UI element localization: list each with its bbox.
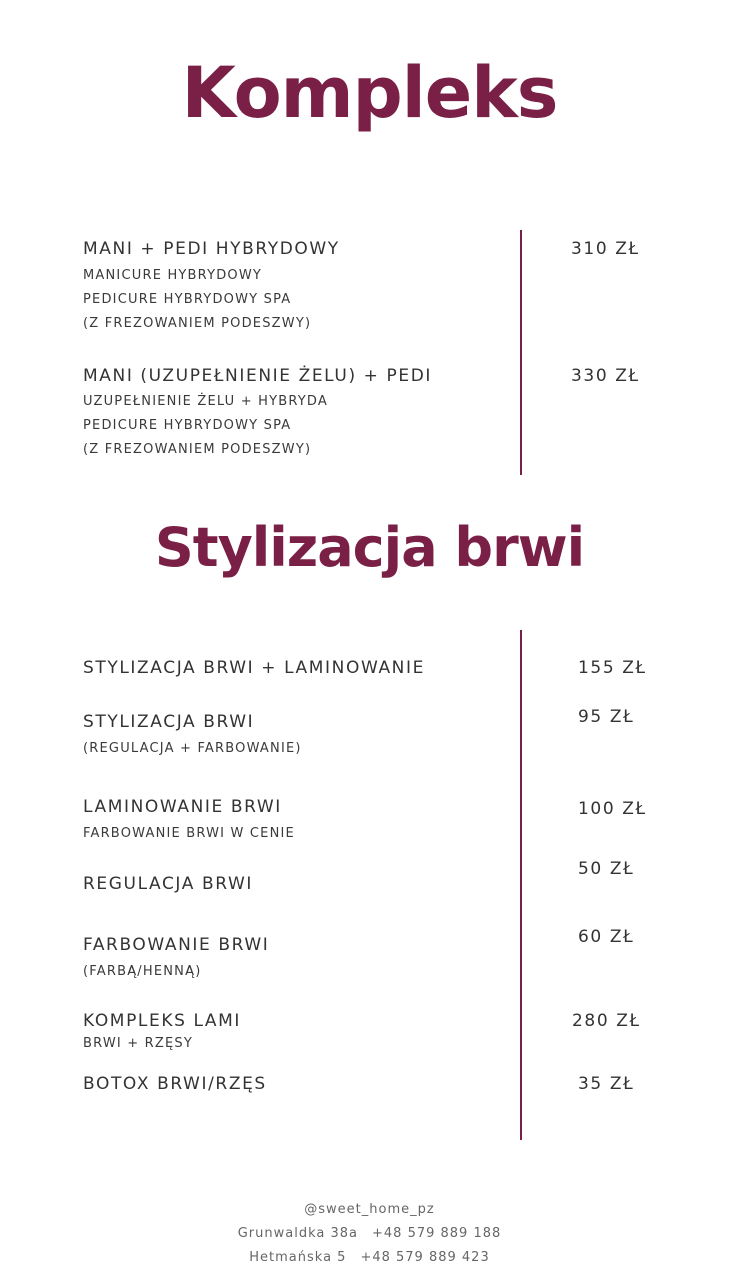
service-name: KOMPLEKS LAMI bbox=[83, 1011, 242, 1031]
section-title-kompleks: Kompleks bbox=[181, 52, 558, 134]
service-name: BOTOX BRWI/RZĘS bbox=[83, 1074, 267, 1094]
service-name: MANI (UZUPEŁNIENIE ŻELU) + PEDI bbox=[83, 366, 433, 386]
service-detail: MANICURE HYBRYDOWY bbox=[83, 268, 263, 283]
service-price: 280 ZŁ bbox=[572, 1011, 641, 1031]
divider-line bbox=[520, 630, 522, 1140]
service-detail: BRWI + RZĘSY bbox=[83, 1036, 194, 1051]
service-detail: PEDICURE HYBRYDOWY SPA bbox=[83, 292, 292, 307]
service-price: 50 ZŁ bbox=[578, 859, 635, 879]
service-name: REGULACJA BRWI bbox=[83, 874, 253, 894]
section-title-brwi: Stylizacja brwi bbox=[154, 516, 585, 579]
service-name: STYLIZACJA BRWI + LAMINOWANIE bbox=[83, 658, 425, 678]
divider-line bbox=[520, 230, 522, 475]
service-price: 100 ZŁ bbox=[578, 799, 647, 819]
service-detail: FARBOWANIE BRWI W CENIE bbox=[83, 826, 295, 841]
service-detail: PEDICURE HYBRYDOWY SPA bbox=[83, 418, 292, 433]
service-price: 95 ZŁ bbox=[578, 707, 635, 727]
service-detail: (Z FREZOWANIEM PODESZWY) bbox=[83, 442, 312, 457]
service-name: MANI + PEDI HYBRYDOWY bbox=[83, 239, 340, 259]
service-name: FARBOWANIE BRWI bbox=[83, 935, 270, 955]
service-name: STYLIZACJA BRWI bbox=[83, 712, 255, 732]
service-detail: UZUPEŁNIENIE ŻELU + HYBRYDA bbox=[83, 394, 328, 409]
location-line-1 bbox=[0, 1225, 739, 1243]
service-price: 310 ZŁ bbox=[571, 239, 640, 259]
instagram-handle: @sweet_home_pz bbox=[304, 1202, 435, 1217]
service-detail: (FARBĄ/HENNĄ) bbox=[83, 964, 202, 979]
service-price: 60 ZŁ bbox=[578, 927, 635, 947]
location-line-2 bbox=[0, 1249, 739, 1267]
address: Grunwaldka 38a bbox=[237, 1226, 358, 1241]
phone-number: +48 579 889 188 bbox=[372, 1226, 502, 1241]
service-detail: (REGULACJA + FARBOWANIE) bbox=[83, 741, 302, 756]
service-detail: (Z FREZOWANIEM PODESZWY) bbox=[83, 316, 312, 331]
service-price: 35 ZŁ bbox=[578, 1074, 635, 1094]
address: Hetmańska 5 bbox=[249, 1250, 347, 1265]
service-price: 330 ZŁ bbox=[571, 366, 640, 386]
service-price: 155 ZŁ bbox=[578, 658, 647, 678]
phone-number: +48 579 889 423 bbox=[360, 1250, 490, 1265]
service-name: LAMINOWANIE BRWI bbox=[83, 797, 282, 817]
